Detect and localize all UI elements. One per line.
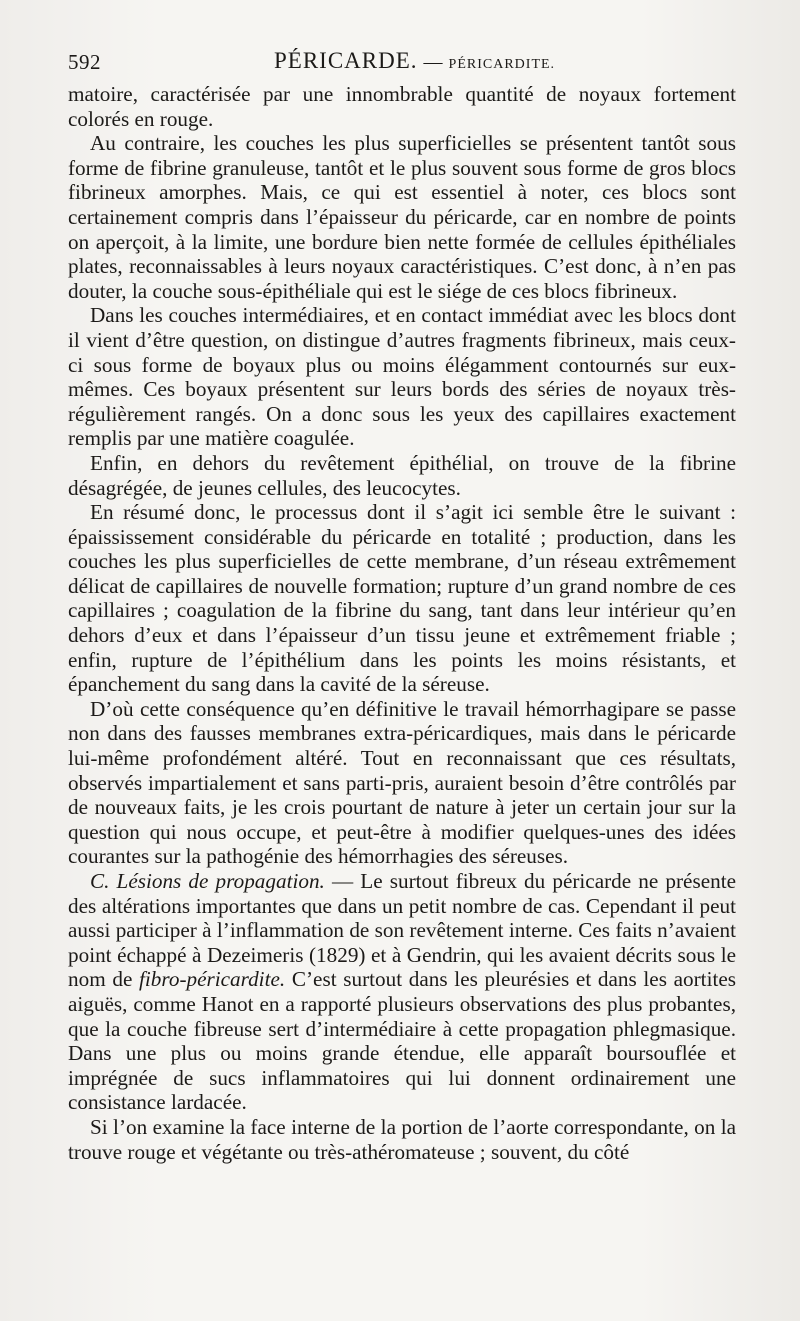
section-title: PÉRICARDITE. bbox=[448, 57, 556, 72]
running-title bbox=[274, 48, 555, 74]
paragraph: Au contraire, les couches les plus superficielles se présentent tantôt sous forme de fibrine granuleuse, tantôt et le plus souvent sous forme de gros blocs fibrineux amorphes. Mais, ce qui est essentiel à noter, ces blocs sont certainement compris dans l’épaisseur du péricarde, car en nombre de points on aperçoit, à la limite, une bordure bien nette formée de cellules épithéliales plates, reconnaissables à leurs noyaux caractéristiques. C’est donc, à n’en pas douter, la couche sous-épithéliale qui est le siége de ces blocs fibrineux. bbox=[68, 131, 736, 303]
paragraph-section-c bbox=[68, 869, 736, 1115]
page-number: 592 bbox=[68, 50, 101, 74]
chapter-title: PÉRICARDE. bbox=[274, 48, 418, 73]
paragraph-text: — Le surtout fibreux du péricarde ne présente des altérations importantes que dans un petit nombre de cas. Cependant il peut aussi participer à l’inflammation de son revêtement interne. Ces faits n’avaient point échappé à Dezeimeris (1829) et à Gendrin, qui les avaient décrits sous le nom de bbox=[68, 869, 736, 992]
running-header bbox=[68, 48, 738, 78]
italic-term: fibro-péricardite. bbox=[139, 967, 286, 992]
paragraph-continuation: matoire, caractérisée par une innombrable quantité de noyaux fortement colorés en rouge. bbox=[68, 82, 736, 131]
paragraph-text: C’est surtout dans les pleurésies et dans les aortites aiguës, comme Hanot en a rapporté plusieurs observations des plus probantes, que la couche fibreuse sert d’intermédiaire à cette propagation phlegmasique. Dans une plus ou moins grande étendue, elle apparaît boursouflée et imprégnée de sucs inflammatoires qui lui donnent ordinairement une consistance lardacée. bbox=[68, 967, 736, 1115]
section-heading-italic: C. Lésions de propagation. bbox=[90, 869, 325, 893]
paragraph: Enfin, en dehors du revêtement épithélial, on trouve de la fibrine désagrégée, de jeunes cellules, des leucocytes. bbox=[68, 450, 736, 500]
body-text bbox=[68, 82, 736, 1164]
paragraph: D’où cette conséquence qu’en définitive le travail hémorrhagipare se passe non dans des fausses membranes extra-péricardiques, mais dans le péricarde lui-même profondément altéré. Tout en reconnaissant que ces résultats, observés impartialement et sans parti-pris, auraient besoin d’être contrôlés par de nouveaux faits, je les crois pourtant de nature à jeter un certain jour sur la question qui nous occupe, et peut-être à modifier quelques-unes des idées courantes sur la pathogénie des hémorrhagies des séreuses. bbox=[68, 696, 736, 869]
title-separator: — bbox=[423, 52, 443, 73]
paragraph: En résumé donc, le processus dont il s’agit ici semble être le suivant : épaississement considérable du péricarde en totalité ; production, dans les couches les plus superficielles de cette membrane, d’un réseau extrêmement délicat de capillaires de nouvelle formation; rupture d’un grand nombre de ces capillaires ; coagulation de la fibrine du sang, tant dans leur intérieur qu’en dehors d’eux et dans l’épaisseur d’un tissu jeune et extrêmement friable ; enfin, rupture de l’épithélium dans les points les moins résistants, et épanchement du sang dans la cavité de la séreuse. bbox=[68, 500, 736, 697]
paragraph: Si l’on examine la face interne de la portion de l’aorte correspondante, on la trouve rouge et végétante ou très-athéromateuse ; souvent, du côté bbox=[68, 1114, 736, 1164]
paragraph: Dans les couches intermédiaires, et en contact immédiat avec les blocs dont il vient d’être question, on distingue d’autres fragments fibrineux, mais ceux-ci sous forme de boyaux plus ou moins élégamment contournés sur eux-mêmes. Ces boyaux présentent sur leurs bords des séries de noyaux très-régulièrement rangés. On a donc sous les yeux des capillaires exactement remplis par une matière coagulée. bbox=[68, 303, 736, 451]
